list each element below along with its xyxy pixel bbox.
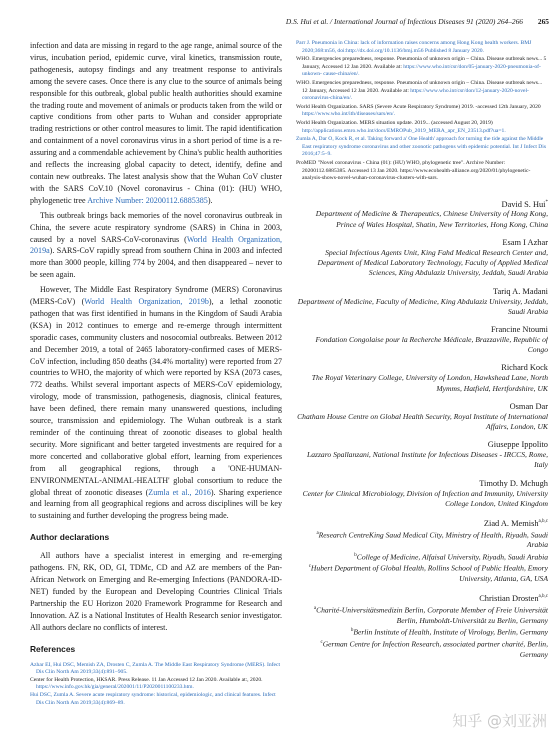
archive-link[interactable]: Archive Number: 20200112.6885385 (87, 195, 208, 205)
reference-link[interactable]: https://www.info.gov.hk/gia/general/202001/11/P2020011100233.htm. (36, 684, 194, 691)
author-block (296, 197, 548, 230)
author-block (296, 324, 548, 355)
author-name: Tariq A. Madani (493, 286, 548, 296)
author-affiliation: Department of Medicine, Faculty of Medicine, King Abdulaziz University, Jeddah, Saudi Arabia (297, 296, 548, 316)
author-block (296, 362, 548, 393)
paragraph-3 (30, 284, 282, 522)
author-name-text: Ziad A. Memish (483, 518, 539, 528)
reference-text: WHO. Emergencies preparedness, response. Pneumonia of unknown origin – China. Disease outbreak news... 5 January, Accessed 12 Jan 2020. Available at: (296, 56, 547, 70)
paragraph-1-end: ). (207, 195, 213, 205)
citation-who-2019a[interactable]: World Health Organization, 2019a (30, 234, 282, 256)
reference-plain-text: Center for Health Protection, HKSAR. Press Release. 11 Jan Accessed 12 Jan 2020. Available at:, 2020. (30, 676, 263, 683)
affiliation-marker: c (308, 564, 311, 570)
author-name-text: Christian Drosten (479, 594, 539, 604)
author-name: Timothy D. Mchugh (479, 478, 548, 488)
references-list-right (296, 40, 548, 183)
affiliation-markers: a,b,c (538, 518, 548, 524)
reference-item[interactable] (296, 120, 548, 135)
author-name (296, 197, 548, 210)
watermark: 知乎 @刘亚洲 (452, 712, 547, 730)
author-name (296, 591, 548, 604)
affiliation-text: College of Medicine, Alfaisal University, Riyadh, Saudi Arabia (356, 552, 548, 562)
paragraph-2-text-b: ). SARS-CoV rapidly spread from southern China in 2003 and infected more than 3000 people, killing 774 by 2004, and then disappeared – never to be seen again. (30, 246, 282, 280)
references-list-left (30, 662, 282, 707)
running-head: D.S. Hui et al. / International Journal of Infectious Diseases 91 (2020) 264–266 (285, 17, 523, 26)
section-author-declarations: Author declarations (30, 532, 110, 543)
reference-link[interactable]: Parr J. Pneumonia in China: lack of information raises concerns among Hong Kong health workers. BMJ 2020;368:m56, doi:http://dx.doi.org/10.1136/bmj.m56 Published 8 January 2020. (296, 40, 532, 54)
author-affiliation: Fondation Congolaise pour la Recherche Médicale, Brazzaville, Republic of Congo (315, 334, 548, 355)
affiliation-marker: c (320, 639, 323, 645)
reference-text: World Health Organization. MERS situation update. 2019... (accessed August 20, 2019) (296, 119, 493, 126)
author-block (296, 237, 548, 279)
author-affiliation: Chatham House Centre on Global Health Security, Royal Institute of International Affairs, London, UK (297, 411, 548, 431)
paragraph-3-text-b: ), a lethal zoonotic pathogen that was first identified in humans in the Kingdom of Saudi Arabia (KSA) in 2012 continues to emerge and re-emerge through intermittent sporadic cases, community clusters and nosocomial outbreaks. Between 2012 and December 2019, a total of 2465 laboratory-confirmed cases of MERS-CoV infection, including 850 deaths (34.4% mortality) were reported from 27 countries to WHO, the majority of which were reported by KSA (2073 cases, 772 deaths. Whilst several important aspects of MERS-CoV epidemiology, virology, mode of transmission, pathogenesis, diagnosis, clinical features, have been defined, there remain many unanswered questions, including source, transmission and epidemiology. The Wuhan outbreak is a stark reminder of the continuing threat of zoonotic diseases to global health security. More significant and better targeted investments are required for a more concerted and collaborative global effort, learning from experiences from all geographical regions, through a 'ONE-HUMAN-ENVIRONMENTAL-ANIMAL-HEALTH' global consortium to reduce the global threat of zoonotic diseases ( (30, 297, 282, 497)
reference-item[interactable] (30, 692, 282, 707)
reference-item[interactable] (296, 160, 548, 183)
affiliation-text: Berlin Institute of Health, Institute of Virology, Berlin, Germany (353, 627, 548, 637)
reference-text: Azhar EI, Hui DSC, Memish ZA, Drosten C, Zumla A. The Middle East Respiratory Syndrome (MERS). Infect Dis Clin North Am 2019;33(4):891–905. (30, 661, 281, 675)
affiliation-markers: a,b,c (538, 594, 548, 600)
reference-link[interactable]: https://www.who.int/csr/don/12-january-2020-novel-coronavirus-china/en/. (302, 87, 529, 102)
section-references: References (30, 643, 76, 654)
author-affiliation: Department of Medicine & Therapeutics, Chinese University of Hong Kong, Prince of Wales Hospital, Shatin, New Territories, Hong Kong, China (315, 209, 548, 229)
affiliation-text: Charité-Universitätsmedizin Berlin, Corporate Member of Freie Universität Berlin, Humboldt-Universität zu Berlin, Germany (316, 605, 548, 625)
author-affiliation (296, 551, 548, 563)
paragraph-3-text-c: ). Sharing experience and learning from all geographical regions and across disciplines will be key to sustaining and further developing the progress being made. (30, 487, 282, 521)
author-name: Esam I Azhar (502, 237, 548, 247)
affiliation-marker: b (354, 552, 357, 558)
affiliation-marker: b (350, 628, 354, 634)
page-number: 265 (537, 17, 549, 26)
left-column (30, 40, 282, 730)
reference-link[interactable]: http://applications.emro.who.int/docs/EMROPub_2019_MERA_apr_EN_23513.pdf?ua=1. (302, 127, 506, 134)
author-affiliation (296, 638, 548, 660)
author-affiliations (296, 197, 548, 660)
affiliation-marker: a (316, 530, 319, 536)
affiliation-text: German Centre for Infection Research, associated partner charité, Berlin, Germany (322, 639, 548, 659)
reference-item[interactable] (296, 40, 548, 55)
reference-text: Hui DSC, Zumla A. Severe acute respiratory syndrome: historical, epidemiologic, and clinical features. Infect Dis Clin North Am 2019;33(4):869–89. (30, 692, 276, 706)
author-declarations-text: All authors have a specialist interest in emerging and re-emerging pathogens. FN, RK, OD, GI, TDMc, CD and AZ are members of the Pan-African Network on Emerging and Re-emerging Infections (PANDORA-ID-NET) funded by the European and Developing Countries Clinical Trials Partnership the EU Horizon 2020 Framework Programme for Research and Innovation. AZ is a National Institutes of Health Research senior investigator. All authors declare no conflicts of interest. (30, 551, 282, 632)
paragraph-2 (30, 210, 282, 281)
paragraph-3-text-a: However, The Middle East Respiratory Syndrome (MERS) Coronavirus (MERS-CoV) ( (30, 285, 282, 307)
reference-item[interactable] (296, 56, 548, 79)
author-block (296, 286, 548, 317)
author-affiliation (296, 626, 548, 638)
author-affiliation: Special Infectious Agents Unit, King Fahd Medical Research Center and, Department of Medical Laboratory Technology, Faculty of Applied Medical Sciences, King Abdulaziz University, Jeddah, Saudi Arabia (317, 247, 548, 278)
author-block (296, 591, 548, 659)
affiliation-marker: a (313, 606, 317, 612)
author-block (296, 478, 548, 509)
author-block (296, 516, 548, 584)
reference-item[interactable] (296, 80, 548, 103)
author-block (296, 439, 548, 470)
reference-text: World Health Organization. SARS (Severe Acute Respiratory Syndrome) 2019. -accessed 12th January, 2020 (296, 103, 541, 110)
author-name: Francine Ntoumi (491, 324, 548, 334)
right-column (296, 40, 548, 730)
reference-link[interactable]: https://www.who.int/csr/don/05-january-2020-pneumonia-of-unkown- cause-china/en/. (302, 63, 541, 78)
reference-text: WHO. Emergencies preparedness, response. Pneumonia of unknown origin – China. Disease outbreak news... 12 January, Accessed 12 Jan 2020. Available at: (296, 79, 543, 94)
paragraph-1-text: infection and data are missing in regard to the age range, animal source of the virus, incubation period, epidemic curve, viral kinetics, transmission route, pathogenesis, autopsy findings and any treatment response to antivirals among the severe cases. Once there is any clue to the source of animals being responsible for this outbreak, global public health authorities should examine the trading route and movement of animals or products taken from the wild or captive conditions from other parts to Wuhan and consider appropriate trading restrictions or other control measures to limit. The rapid identification and containment of a novel coronavirus virus in a short period of time is a re-assuring and a commendable achievement by China's public health authorities and reflects the increasing global capacity to detect, identify, define and contain new outbreaks. The latest analysis show that the Wuhan CoV cluster with the SARS CoV.10 (Novel coronavirus - China (01): (HU) WHO, phylogenetic tree (30, 41, 282, 205)
author-affiliation: Center for Clinical Microbiology, Division of Infection and Immunity, University College London, United Kingdom (302, 488, 548, 508)
reference-link[interactable]: https://www.who.int/ith/diseases/sars/en/. (302, 111, 396, 118)
affiliation-text: Hubert Department of Global Health, Rollins School of Public Health, Emory University, Atlanta, GA, USA (310, 563, 548, 584)
citation-who-2019b[interactable]: World Health Organization, 2019b (84, 297, 209, 307)
reference-link[interactable]: Zumla A, Dar O, Kock R, et al. Taking forward a' One Health' approach for turning the tide against the Middle East respiratory syndrome coronavirus and other zoonotic pathogens with epidemic potential. Int J Infect Dis 2016;47:5–9. (296, 136, 547, 158)
author-affiliation (296, 604, 548, 626)
author-name-text: David S. Hui (501, 199, 546, 209)
affiliation-text: Research CentreKing Saud Medical City, Ministry of Health, Riyadh, Saudi Arabia (318, 530, 548, 550)
author-affiliation: Lazzaro Spallanzani, National Institute for Infectious Diseases - IRCCS, Rome, Italy (306, 450, 548, 470)
citation-zumla-2016[interactable]: Zumla et al., 2016 (148, 487, 211, 497)
author-name: Osman Dar (509, 401, 548, 411)
author-affiliation (296, 562, 548, 584)
paragraph-2-text-a: This outbreak brings back memories of the novel coronavirus outbreak in China, the severe acute respiratory syndrome (SARS) in China in 2003, caused by a novel SARS-CoV-coronavirus ( (30, 210, 282, 244)
reference-text: ProMED "Novel coronavirus - China (01): (HU) WHO, phylogenetic tree". Archive Number: 20200112.6885385. Accessed 13 Jan 2020. https://www.ecohealth-alliance.org/2020/01/phylogenetic-analysis-shows-novel-wuhan-coronavirus-clusters-with-sars. (296, 159, 531, 182)
reference-item[interactable] (30, 677, 282, 692)
author-affiliation (296, 529, 548, 551)
reference-item[interactable] (296, 136, 548, 159)
running-header (0, 17, 559, 31)
author-affiliation: The Royal Veterinary College, University of London, Hawkshead Lane, North Mymms, Hatfield, Hertfordshire, UK (311, 373, 548, 393)
reference-item[interactable] (296, 104, 548, 119)
author-name (296, 516, 548, 529)
corresponding-marker: * (545, 199, 548, 205)
author-name: Richard Kock (501, 363, 548, 373)
reference-item[interactable] (30, 662, 282, 677)
author-block (296, 401, 548, 432)
paragraph-1 (30, 40, 282, 207)
author-name: Giuseppe Ippolito (487, 440, 548, 450)
